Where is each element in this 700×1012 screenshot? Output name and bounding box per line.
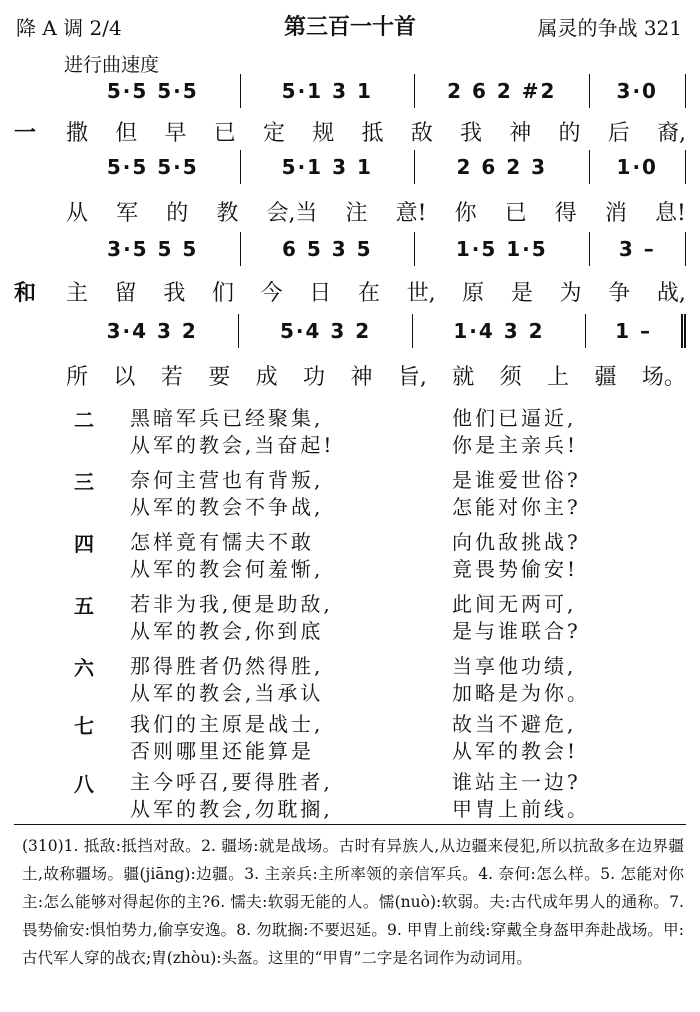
verse-line: 主今呼召,要得胜者, [130, 770, 333, 794]
lyric-syllable: 功 [303, 365, 326, 390]
verse-line: 加略是为你。 [452, 681, 590, 705]
footnotes: (310)1. 抵敌:抵挡对敌。2. 疆场:就是战场。古时有异族人,从边疆来侵犯,所以抗敌多在边界疆土,故称疆场。疆(jiāng):边疆。3. 主亲兵:主所率领的亲信军兵。4. 奈何:怎么样。5. 怎能对你主:怎么能够对得起你的主?6. 懦夫:软弱无能的人。懦(nuò):软弱。夫:古代成年男人的通称。7. 畏势偷安:惧怕势力,偷享安逸。8. 勿耽搁:不要迟延。9. 甲胄上前线:穿戴全身盔甲奔赴战场。甲:古代军人穿的战衣;胄(zhòu):头盔。这里的“甲胄”二字是名词作为动词用。 [22, 837, 684, 967]
measure: 3·5 5 5 [66, 232, 241, 266]
lyric-line [66, 116, 686, 147]
lyric-syllable: 我 [163, 281, 186, 306]
key-signature: 降 A 调 2/4 [16, 16, 122, 40]
notation-row [66, 74, 686, 108]
lyric-syllable: 场。 [641, 365, 686, 390]
measure: 3 – [590, 232, 686, 266]
lyric-syllable: 的 [166, 201, 189, 226]
verse-line: 他们已逼近, [452, 406, 577, 430]
verse-line: 从军的教会何羞惭, [130, 557, 324, 581]
verse-line: 甲胄上前线。 [452, 797, 590, 821]
lyric-syllable: 上 [547, 365, 570, 390]
measure: 3·0 [590, 74, 686, 108]
verse-line: 竟畏势偷安! [452, 557, 579, 581]
verse-lead: 一 [14, 120, 37, 146]
verse-line: 从军的教会,当承认 [130, 681, 324, 705]
verse-line: 奈何主营也有背叛, [130, 468, 324, 492]
lyric-syllable: 以 [113, 365, 136, 390]
verse-number: 四 [74, 532, 94, 556]
lyric-syllable: 所 [66, 365, 89, 390]
lyric-syllable: 你 [454, 201, 477, 226]
measure: 2 6 2 3 [415, 150, 590, 184]
measure: 5·5 5·5 [66, 74, 241, 108]
verse-line: 从军的教会,当奋起! [130, 433, 335, 457]
hymn-title: 第三百一十首 [283, 15, 416, 40]
measure: 6 5 3 5 [241, 232, 416, 266]
verse-number: 五 [74, 594, 94, 618]
verse-line: 怎样竟有懦夫不敢 [130, 530, 314, 554]
lyric-syllable: 注 [345, 201, 368, 226]
verse-line: 怎能对你主? [452, 495, 581, 519]
lyric-syllable: 规 [312, 121, 335, 146]
verse-line: 若非为我,便是助敌, [130, 592, 333, 616]
lyric-syllable: 原 [462, 281, 485, 306]
lyric-syllable: 日 [309, 281, 332, 306]
lyric-syllable: 成 [255, 365, 278, 390]
measure: 5·1 3 1 [241, 74, 416, 108]
lyric-syllable: 为 [559, 281, 582, 306]
lyric-syllable: 神 [350, 365, 373, 390]
lyric-syllable: 军 [116, 201, 139, 226]
lyric-syllable: 留 [114, 281, 137, 306]
lyric-syllable: 若 [160, 365, 183, 390]
verse-line: 此间无两可, [452, 592, 577, 616]
lyric-syllable: 世, [406, 281, 436, 306]
lyric-syllable: 后 [607, 121, 630, 146]
lyric-syllable: 早 [164, 121, 187, 146]
hymn-category: 属灵的争战 321 [537, 16, 682, 40]
notation-row [66, 150, 686, 184]
lyric-syllable: 今 [260, 281, 283, 306]
lyric-syllable: 神 [509, 121, 532, 146]
tempo-marking: 进行曲速度 [64, 54, 160, 76]
lyric-syllable: 疆 [594, 365, 617, 390]
measure: 1·4 3 2 [413, 314, 586, 348]
lyric-syllable: 就 [452, 365, 475, 390]
measure: 5·1 3 1 [241, 150, 416, 184]
lyric-syllable: 裔, [657, 121, 686, 146]
verse-line: 从军的教会不争战, [130, 495, 324, 519]
footnote-divider [14, 824, 686, 825]
verse-line: 从军的教会,勿耽搁, [130, 797, 333, 821]
lyric-syllable: 抵 [361, 121, 384, 146]
measure: 5·5 5·5 [66, 150, 241, 184]
verse-number: 二 [74, 408, 94, 432]
lyric-syllable: 得 [554, 201, 577, 226]
lyric-line [66, 276, 686, 307]
lyric-syllable: 的 [558, 121, 581, 146]
verse-line: 你是主亲兵! [452, 433, 579, 457]
verse-number: 三 [74, 470, 94, 494]
measure: 1·0 [590, 150, 686, 184]
measure: 1·5 1·5 [415, 232, 590, 266]
lyric-syllable: 从 [66, 201, 89, 226]
notation-row [66, 314, 686, 348]
lyric-syllable: 须 [499, 365, 522, 390]
verse-line: 否则哪里还能算是 [130, 739, 314, 763]
measure: 1 – [586, 314, 686, 348]
lyric-syllable: 主 [66, 281, 89, 306]
lyric-line [66, 196, 686, 227]
verse-line: 是谁爱世俗? [452, 468, 581, 492]
lyric-syllable: 在 [357, 281, 380, 306]
verse-number: 七 [74, 714, 94, 738]
lyric-syllable: 战, [656, 281, 686, 306]
notation-row [66, 232, 686, 266]
verse-line: 我们的主原是战士, [130, 712, 324, 736]
verse-line: 谁站主一边? [452, 770, 581, 794]
lyric-syllable: 旨, [397, 365, 427, 390]
verse-line: 那得胜者仍然得胜, [130, 654, 324, 678]
measure: 5·4 3 2 [239, 314, 412, 348]
verse-line: 故当不避危, [452, 712, 577, 736]
lyric-syllable: 息! [655, 201, 686, 226]
lyric-syllable: 撒 [66, 121, 89, 146]
lyric-syllable: 会,当 [266, 201, 318, 226]
lyric-syllable: 已 [504, 201, 527, 226]
lyric-syllable: 但 [115, 121, 138, 146]
lyric-syllable: 们 [211, 281, 234, 306]
verse-line: 向仇敌挑战? [452, 530, 581, 554]
lyric-syllable: 意! [395, 201, 427, 226]
verse-number: 八 [74, 772, 94, 796]
lyric-syllable: 已 [213, 121, 236, 146]
verse-line: 从军的教会! [452, 739, 579, 763]
lyric-syllable: 是 [510, 281, 533, 306]
verse-line: 是与谁联合? [452, 619, 581, 643]
verse-line: 当享他功绩, [452, 654, 577, 678]
lyric-syllable: 要 [208, 365, 231, 390]
lyric-syllable: 争 [608, 281, 631, 306]
verse-lead: 和 [14, 280, 37, 306]
lyric-syllable: 定 [263, 121, 286, 146]
lyric-syllable: 消 [604, 201, 627, 226]
verse-number: 六 [74, 656, 94, 680]
lyric-line [66, 360, 686, 391]
measure: 2 6 2 #2 [415, 74, 590, 108]
lyric-syllable: 我 [460, 121, 483, 146]
lyric-syllable: 敌 [410, 121, 433, 146]
verse-line: 从军的教会,你到底 [130, 619, 324, 643]
lyric-syllable: 教 [216, 201, 239, 226]
measure: 3·4 3 2 [66, 314, 239, 348]
verse-line: 黑暗军兵已经聚集, [130, 406, 324, 430]
